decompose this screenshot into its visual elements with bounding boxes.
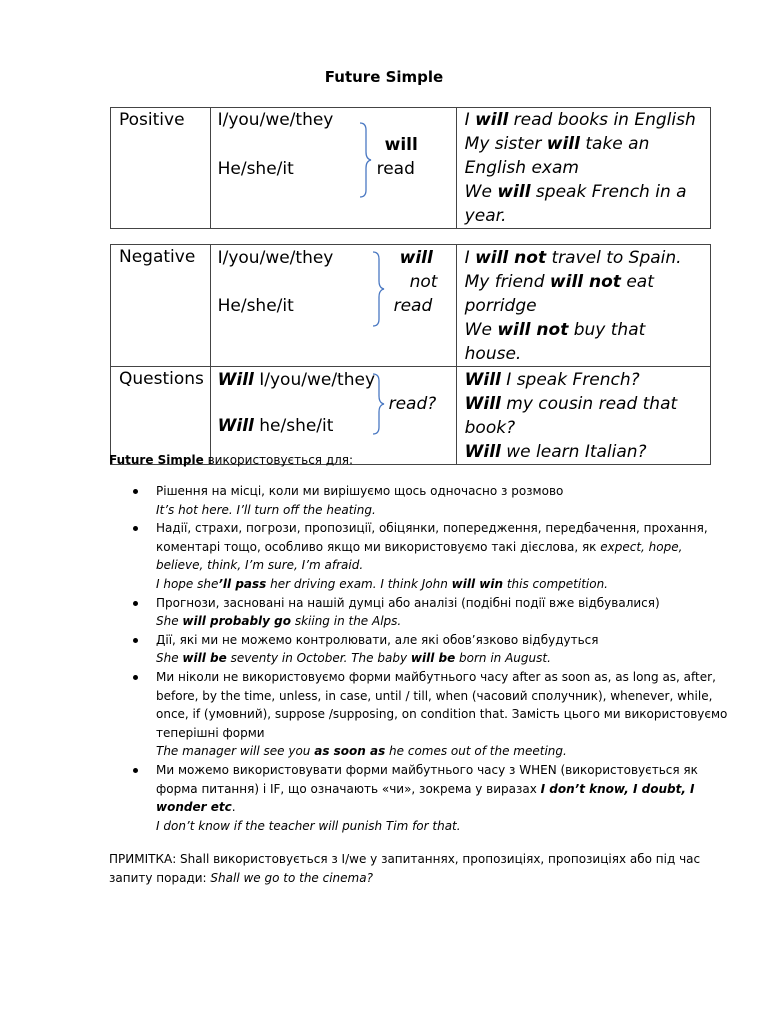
positive-label: Positive [119, 110, 185, 130]
question-verb: read? [388, 394, 437, 414]
question-examples [457, 367, 710, 464]
example-line: book? [464, 418, 516, 438]
bullet-icon [133, 675, 138, 680]
subject-singular: He/she/it [217, 159, 294, 179]
example-line: English exam [464, 158, 579, 178]
list-item: Рішення на місці, коли ми вирішуємо щось одночасно з розмово It’s hot here. I’ll turn off the heating. [109, 482, 729, 519]
example-line: Will my cousin read that [464, 394, 678, 414]
auxiliary-will: will [384, 135, 418, 155]
positive-structure-cell [210, 108, 456, 229]
question-subject-plural: Will I/you/we/they [217, 370, 376, 390]
example-line: We will speak French in a [464, 182, 687, 202]
list-item: Ми можемо використовувати форми майбутнього часу з WHEN (використовується як форма питання) і IF, що означають «чи», зокрема у виразах I don’t know, I doubt, I wonder etc. I don’t know if the teacher will punish Tim for that. [109, 761, 729, 835]
example-line: Will we learn Italian? [464, 442, 647, 462]
example-line: My sister will take an [464, 134, 650, 154]
positive-examples-cell [456, 108, 710, 229]
auxiliary-will: will [399, 248, 433, 268]
negative-questions-table [110, 244, 711, 465]
example-line: year. [464, 206, 507, 226]
brace-icon [371, 251, 385, 327]
example-line: Will I speak French? [464, 370, 640, 390]
note-paragraph: ПРИМІТКА: Shall використовується з I/we у запитаннях, пропозиціях, пропозиціях або під час запиту поради: Shall we go to the cinema? [109, 852, 701, 885]
usage-intro: Future Simple використовується для: [109, 453, 354, 467]
example-line: porridge [464, 296, 537, 316]
negative-label-cell [111, 245, 211, 367]
positive-examples [457, 108, 710, 228]
questions-label: Questions [119, 369, 204, 389]
bullet-icon [133, 489, 138, 494]
negative-examples-cell [456, 245, 710, 367]
example-line: We will not buy that house. [464, 320, 646, 364]
negative-label: Negative [119, 247, 196, 267]
negative-structure-cell [210, 245, 456, 367]
bullet-icon [133, 768, 138, 773]
list-item: Надії, страхи, погрози, пропозиції, обіцянки, попередження, передбачення, прохання, коментарі тощо, особливо якщо ми використовуємо такі дієслова, як expect, hope, believe, think, I’m sure, I’m afraid. I hope she’ll pass her driving exam. I think John will win this competition. [109, 519, 729, 593]
example-line: I will not travel to Spain. [464, 248, 682, 268]
main-verb: read [393, 296, 433, 316]
question-subject-singular: Will he/she/it [217, 416, 334, 436]
brace-icon [358, 122, 372, 198]
negative-examples [457, 245, 710, 366]
main-verb: read [376, 159, 415, 179]
subject-plural: I/you/we/they [217, 248, 334, 268]
bullet-icon [133, 601, 138, 606]
subject-singular: He/she/it [217, 296, 294, 316]
list-item: Дії, які ми не можемо контролювати, але які обов’язково відбудуться She will be seventy in October. The baby will be born in August. [109, 631, 729, 668]
example-line: I will read books in English [464, 110, 696, 130]
brace-icon [371, 373, 385, 435]
positive-table [110, 107, 711, 229]
questions-structure-cell [210, 367, 456, 465]
positive-label-cell [111, 108, 211, 229]
list-item: Прогнози, засновані на нашій думці або аналізі (подібні події вже відбувалися) She will probably go skiing in the Alps. [109, 594, 729, 631]
usage-list [109, 482, 729, 835]
questions-label-cell [111, 367, 211, 465]
subject-plural: I/you/we/they [217, 110, 334, 130]
bullet-icon [133, 526, 138, 531]
list-item: Ми ніколи не використовуємо форми майбутнього часу after as soon as, as long as, after, before, by the time, unless, in case, until / till, when (часовий сполучник), whenever, while, once, if (умовний), suppose /supposing, on condition that. Замість цього ми використовуємо теперішні форми The manager will see you as soon as he comes out of the meeting. [109, 668, 729, 761]
negation-not: not [409, 272, 438, 292]
example-line: My friend will not eat [464, 272, 654, 292]
bullet-icon [133, 638, 138, 643]
page-title: Future Simple [324, 68, 444, 86]
questions-examples-cell [456, 367, 710, 465]
